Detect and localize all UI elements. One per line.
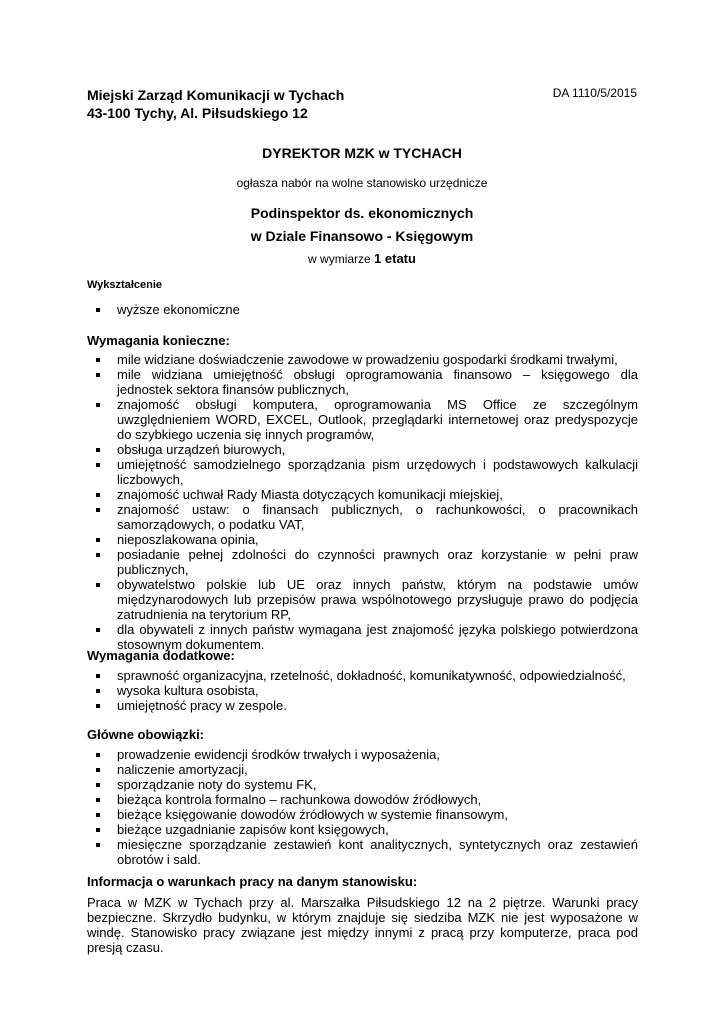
additional-list — [87, 668, 638, 713]
list-item: bieżąca kontrola formalno – rachunkowa dowodów źródłowych, — [87, 792, 638, 807]
duties-section — [87, 727, 638, 867]
additional-section — [87, 648, 638, 713]
education-list — [87, 302, 638, 317]
list-item: miesięczne sporządzanie zestawień kont analitycznych, syntetycznych oraz zestawień obrotów i sald. — [87, 837, 638, 867]
list-item: bieżące uzgadnianie zapisów kont księgowych, — [87, 822, 638, 837]
conditions-heading: Informacja o warunkach pracy na danym stanowisku: — [87, 874, 418, 889]
list-item: mile widziana umiejętność obsługi oprogramowania finansowo – księgowego dla jednostek sektora finansów publicznych, — [87, 367, 638, 397]
duties-heading: Główne obowiązki: — [87, 727, 205, 742]
position-scope — [0, 251, 724, 266]
list-item: dla obywateli z innych państw wymagana jest znajomość języka polskiego potwierdzona stosownym dokumentem. — [87, 622, 638, 652]
list-item: wysoka kultura osobista, — [87, 683, 638, 698]
conditions-text: Praca w MZK w Tychach przy al. Marszałka Piłsudskiego 12 na 2 piętrze. Warunki pracy bezpieczne. Skrzydło budynku, w którym znajduje się siedziba MZK nie jest wyposażone w windę. Stanowisko pracy związane jest między innymi z pracą przy komputerze, praca pod presją czasu. — [87, 895, 638, 955]
list-item: znajomość ustaw: o finansach publicznych, o rachunkowości, o pracownikach samorządowych, o podatku VAT, — [87, 502, 638, 532]
list-item: umiejętność samodzielnego sporządzania pism urzędowych i podstawowych kalkulacji liczbowych, — [87, 457, 638, 487]
announcement-title: DYREKTOR MZK w TYCHACH — [262, 145, 462, 161]
org-name: Miejski Zarząd Komunikacji w Tychach — [87, 87, 345, 103]
list-item: naliczenie amortyzacji, — [87, 762, 638, 777]
reference-number: DA 1110/5/2015 — [552, 86, 637, 100]
education-heading: Wykształcenie — [87, 279, 163, 291]
list-item: wyższe ekonomiczne — [87, 302, 638, 317]
required-section — [87, 333, 638, 652]
required-list — [87, 352, 638, 652]
list-item: znajomość obsługi komputera, oprogramowania MS Office ze szczególnym uwzględnieniem WORD, EXCEL, Outlook, przeglądarki internetowej oraz predyspozycje do szybkiego uczenia się innych programów, — [87, 397, 638, 442]
announcement-subtitle: ogłasza nabór na wolne stanowisko urzędnicze — [236, 176, 488, 190]
duties-list — [87, 747, 638, 867]
list-item: znajomość uchwał Rady Miasta dotyczących komunikacji miejskiej, — [87, 487, 638, 502]
required-heading: Wymagania konieczne: — [87, 333, 230, 348]
position-title: Podinspektor ds. ekonomicznych — [250, 205, 474, 221]
additional-heading: Wymagania dodatkowe: — [87, 648, 235, 663]
list-item: posiadanie pełnej zdolności do czynności prawnych oraz korzystanie w pełni praw publicznych, — [87, 547, 638, 577]
list-item: mile widziane doświadczenie zawodowe w prowadzeniu gospodarki środkami trwałymi, — [87, 352, 638, 367]
list-item: sprawność organizacyjna, rzetelność, dokładność, komunikatywność, odpowiedzialność, — [87, 668, 638, 683]
list-item: prowadzenie ewidencji środków trwałych i wyposażenia, — [87, 747, 638, 762]
list-item: obywatelstwo polskie lub UE oraz innych państw, którym na podstawie umów międzynarodowych lub przepisów prawa wspólnotowego przysługuje prawo do podjęcia zatrudnienia na terytorium RP, — [87, 577, 638, 622]
list-item: obsługa urządzeń biurowych, — [87, 442, 638, 457]
conditions-section — [87, 874, 638, 955]
list-item: bieżące księgowanie dowodów źródłowych w systemie finansowym, — [87, 807, 638, 822]
list-item: umiejętność pracy w zespole. — [87, 698, 638, 713]
org-address: 43-100 Tychy, Al. Piłsudskiego 12 — [87, 105, 308, 121]
org-header — [87, 86, 344, 122]
list-item: nieposzlakowana opinia, — [87, 532, 638, 547]
position-department: w Dziale Finansowo - Księgowym — [250, 228, 474, 244]
scope-value: 1 etatu — [374, 251, 416, 266]
list-item: sporządzanie noty do systemu FK, — [87, 777, 638, 792]
education-section — [87, 278, 638, 317]
scope-prefix: w wymiarze — [308, 252, 371, 266]
